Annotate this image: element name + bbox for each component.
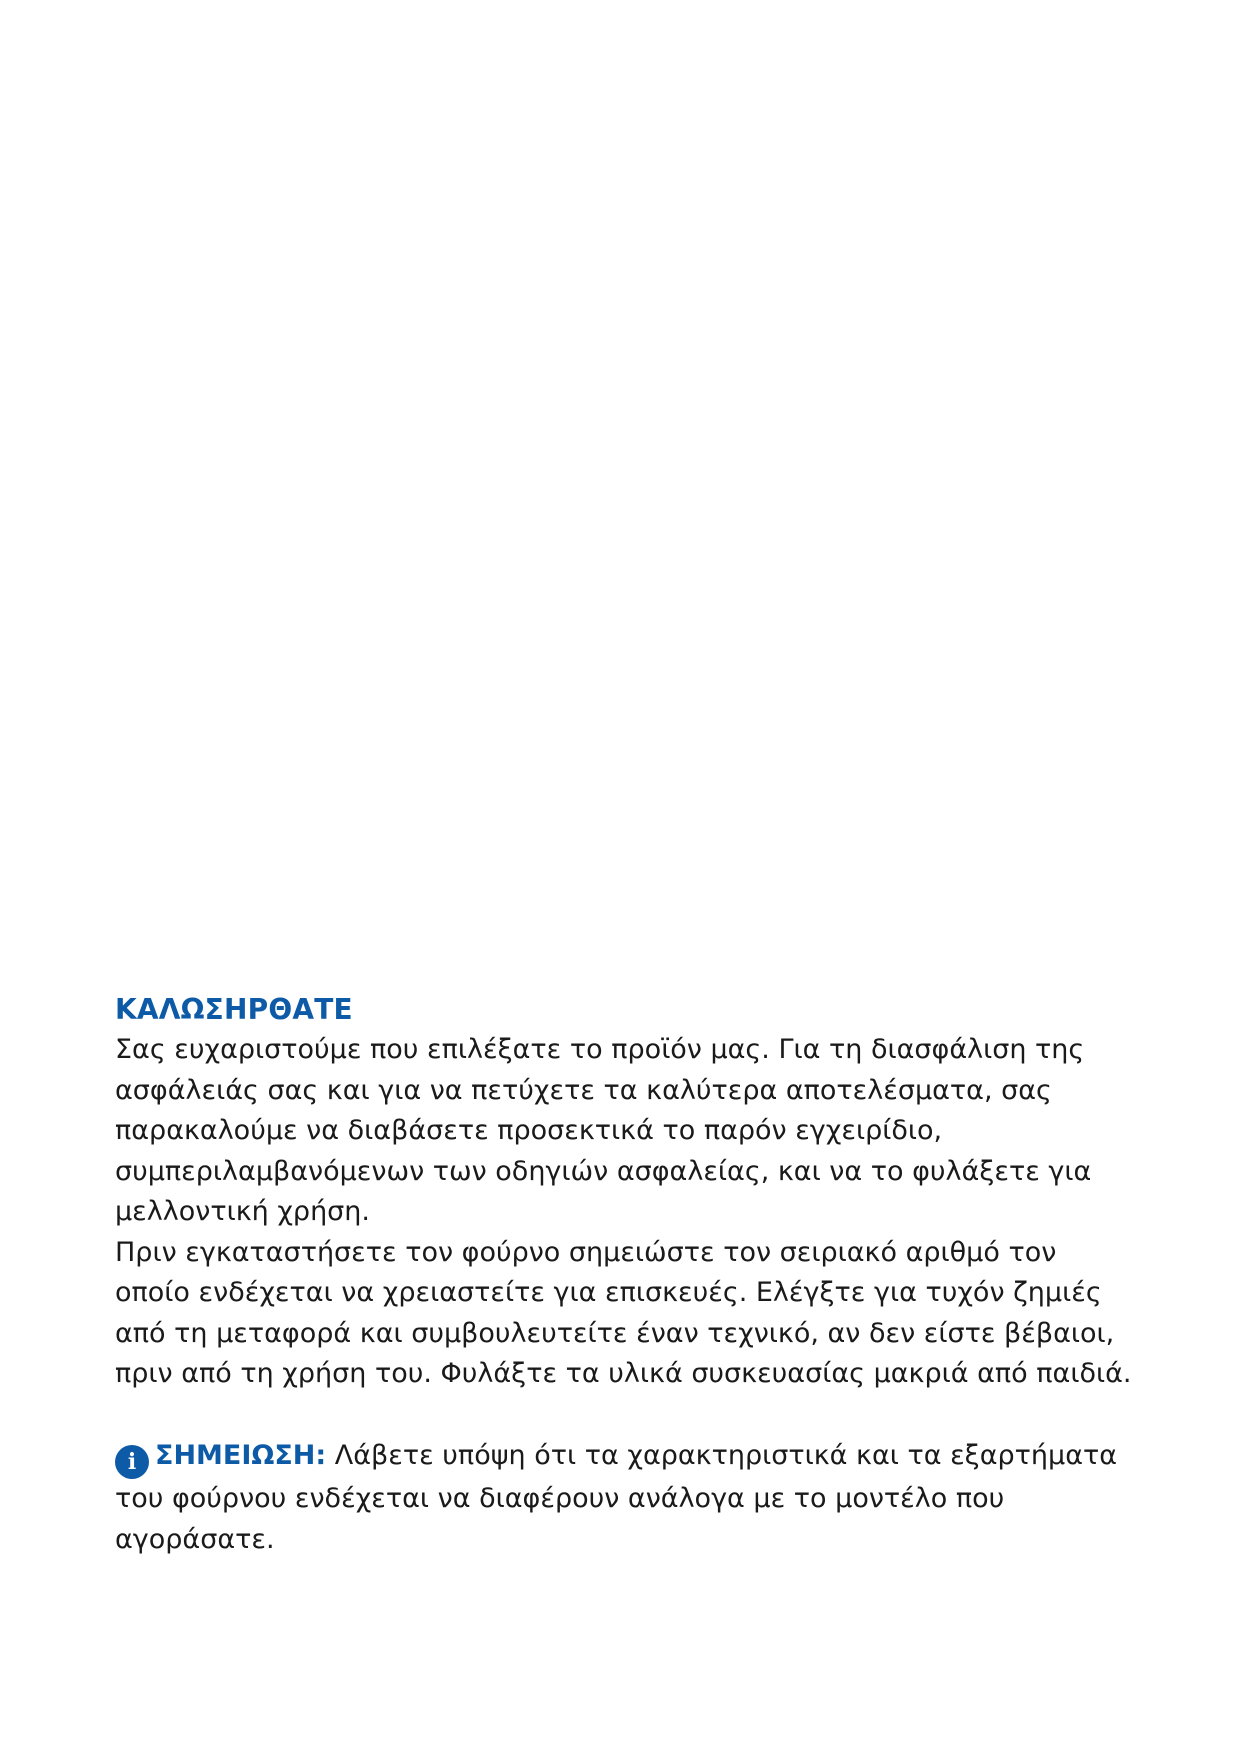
welcome-line: πριν από τη χρήση του. Φυλάξτε τα υλικά συσκευασίας μακριά από παιδιά. [115,1358,1132,1389]
note-text: Λάβετε υπόψη ότι τα χαρακτηριστικά και τα εξαρτήματα [326,1440,1118,1471]
welcome-line: οποίο ενδέχεται να χρειαστείτε για επισκευές. Ελέγξτε για τυχόν ζημιές [115,1277,1102,1308]
welcome-heading: ΚΑΛΩΣΗΡΘΑΤΕ [115,993,353,1026]
note-first-line [115,1436,1145,1479]
welcome-line: ασφάλειάς σας και για να πετύχετε τα καλύτερα αποτελέσματα, σας [115,1074,1052,1106]
info-icon: i [115,1445,149,1479]
welcome-line: από τη μεταφορά και συμβουλευτείτε έναν τεχνικό, αν δεν είστε βέβαιοι, [115,1317,1115,1349]
welcome-line: παρακαλούμε να διαβάσετε προσεκτικά το παρόν εγχειρίδιο, [115,1115,943,1146]
note-label: ΣΗΜΕΙΩΣΗ: [155,1440,327,1471]
welcome-line: συμπεριλαμβανόμενων των οδηγιών ασφαλείας, και να το φυλάξετε για [115,1155,1092,1187]
note-section [115,1436,1145,1560]
welcome-line: Σας ευχαριστούμε που επιλέξατε το προϊόν μας. Για τη διασφάλιση της [115,1034,1085,1065]
welcome-paragraph [115,1030,1145,1395]
welcome-section [115,990,1145,1395]
welcome-line: Πριν εγκαταστήσετε τον φούρνο σημειώστε τον σειριακό αριθμό τον [115,1236,1057,1268]
note-line: του φούρνου ενδέχεται να διαφέρουν ανάλογα με το μοντέλο που [115,1483,1005,1514]
welcome-line: μελλοντική χρήση. [115,1196,370,1227]
note-line: αγοράσατε. [115,1523,275,1555]
